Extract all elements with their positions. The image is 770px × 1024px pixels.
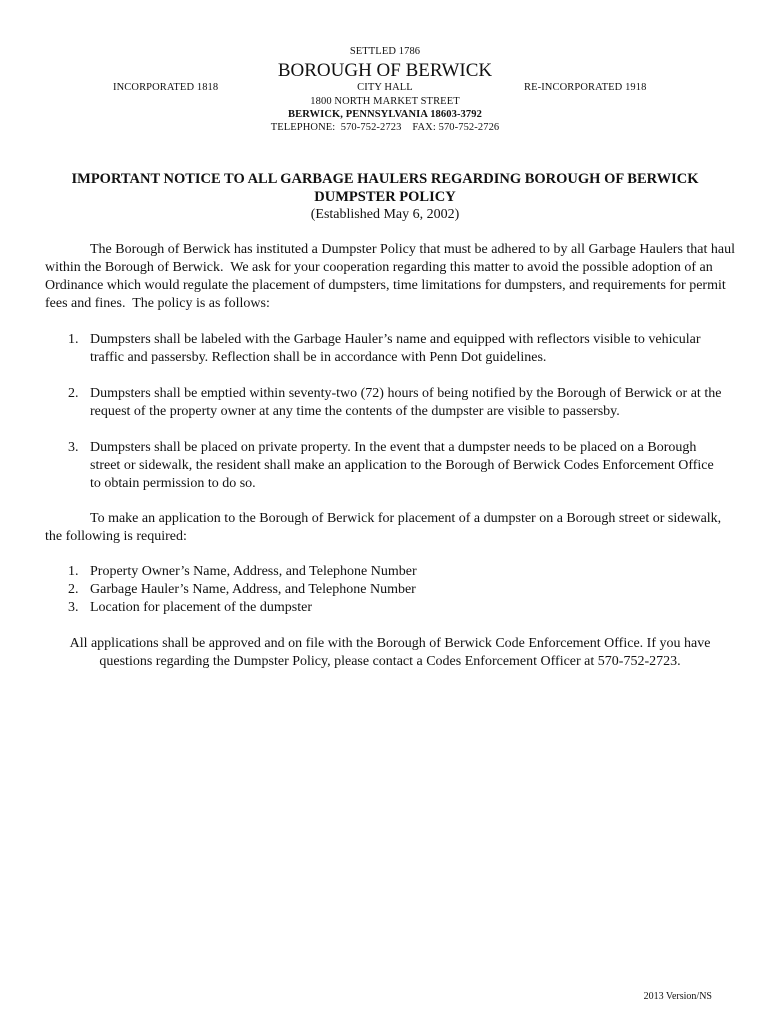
intro-paragraph: The Borough of Berwick has instituted a Dumpster Policy that must be adhered to by all Garbage Haulers that haul within the Borough of Berwick. We ask for your cooperation regarding this matter to avoid the possible adoption of an Ordinance which would regulate the placement of dumpsters, time limitations for dumpsters, and requirements for permit fees and fines. The policy is as follows: (45, 242, 739, 311)
requirement-item-2 (68, 581, 416, 599)
closing-paragraph: All applications shall be approved and on file with the Borough of Berwick Code Enforcement Office. If you have questions regarding the Dumpster Policy, please contact a Codes Enforcement Officer at 570-752-2723. (69, 636, 711, 669)
policy-item-2 (68, 385, 728, 421)
established-date: (Established May 6, 2002) (310, 207, 460, 222)
policy-item-text: Dumpsters shall be placed on private property. In the event that a dumpster needs to be placed on a Borough street or sidewalk, the resident shall make an application to the Borough of Berwick Codes Enforcement Office to obtain permission to do so. (90, 440, 714, 491)
street-address: 1800 NORTH MARKET STREET (310, 96, 460, 107)
policy-item-number: 1. (68, 332, 79, 347)
requirement-text: Location for placement of the dumpster (90, 600, 312, 615)
requirement-item-1 (68, 563, 417, 581)
reincorporated-line: RE-INCORPORATED 1918 (524, 82, 647, 93)
policy-item-1 (68, 331, 728, 367)
city-state-zip: BERWICK, PENNSYLVANIA 18603-3792 (288, 109, 482, 120)
notice-title-line1: IMPORTANT NOTICE TO ALL GARBAGE HAULERS REGARDING BOROUGH OF BERWICK (71, 171, 699, 187)
requirement-number: 3. (68, 600, 79, 615)
requirement-text: Property Owner’s Name, Address, and Telephone Number (90, 564, 417, 579)
requirement-text: Garbage Hauler’s Name, Address, and Telephone Number (90, 582, 416, 597)
requirement-number: 2. (68, 582, 79, 597)
settled-line: SETTLED 1786 (349, 46, 421, 57)
requirement-number: 1. (68, 564, 79, 579)
letterhead-title: BOROUGH OF BERWICK (277, 60, 493, 81)
incorporated-line: INCORPORATED 1818 (113, 82, 219, 93)
notice-title-line2: DUMPSTER POLICY (314, 189, 456, 205)
version-footer: 2013 Version/NS (643, 991, 712, 1002)
policy-item-number: 2. (68, 386, 79, 401)
policy-item-number: 3. (68, 440, 79, 455)
requirement-item-3 (68, 599, 312, 617)
policy-item-text: Dumpsters shall be emptied within seventy-two (72) hours of being notified by the Borough of Berwick or at the request of the property owner at any time the contents of the dumpster are visible to passersby. (90, 386, 722, 419)
policy-item-3 (68, 439, 728, 493)
city-hall-line: CITY HALL (357, 82, 413, 93)
phone-fax-line: TELEPHONE: 570-752-2723 FAX: 570-752-2726 (270, 122, 500, 133)
application-intro-paragraph: To make an application to the Borough of Berwick for placement of a dumpster on a Borough street or sidewalk, the following is required: (45, 511, 722, 544)
policy-item-text: Dumpsters shall be labeled with the Garbage Hauler’s name and equipped with reflectors visible to vehicular traffic and passersby. Reflection shall be in accordance with Penn Dot guidelines. (90, 332, 701, 365)
